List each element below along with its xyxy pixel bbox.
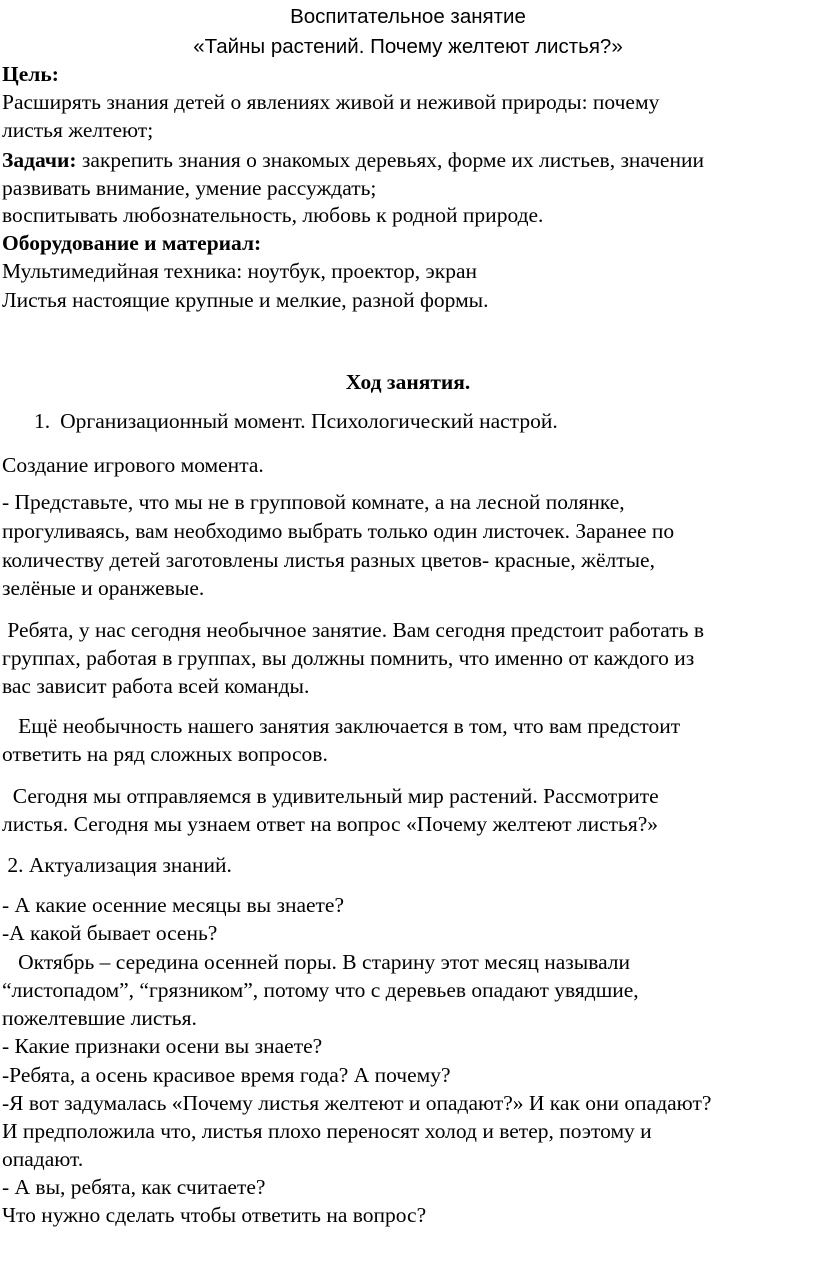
tasks-line	[2, 146, 704, 174]
equipment-text-line: Мультимедийная техника: ноутбук, проектор, экран	[2, 259, 478, 283]
paragraph-line: Сегодня мы отправляемся в удивительный мир растений. Рассмотрите	[2, 784, 659, 808]
paragraph-line: - А вы, ребята, как считаете?	[2, 1175, 266, 1199]
section-heading: 2. Актуализация знаний.	[2, 853, 232, 877]
paragraph-line: Что нужно сделать чтобы ответить на вопрос?	[2, 1203, 427, 1227]
paragraph-line: вас зависит работа всей команды.	[2, 674, 310, 698]
list-item-text: Организационный момент. Психологический настрой.	[60, 409, 558, 433]
course-heading: Ход занятия.	[345, 370, 471, 394]
document-title: Воспитательное занятие	[290, 5, 526, 28]
paragraph-line: - Представьте, что мы не в групповой комнате, а на лесной полянке,	[2, 490, 625, 514]
paragraph-line: -А какой бывает осень?	[2, 921, 218, 945]
paragraph-line: опадают.	[2, 1147, 84, 1171]
paragraph-line: -Ребята, а осень красивое время года? А почему?	[2, 1063, 451, 1087]
paragraph-line: И предположила что, листья плохо переносят холод и ветер, поэтому и	[2, 1119, 652, 1143]
paragraph-line: “листопадом”, “грязником”, потому что с деревьев опадают увядшие,	[2, 978, 639, 1002]
equipment-label: Оборудование и материал:	[2, 231, 262, 255]
course-list-item-1	[34, 407, 558, 435]
paragraph-line: прогуливаясь, вам необходимо выбрать только один листочек. Заранее по	[2, 519, 675, 543]
paragraph-line: Октябрь – середина осенней поры. В старину этот месяц называли	[2, 950, 631, 974]
paragraph-line: количеству детей заготовлены листья разных цветов- красные, жёлтые,	[2, 548, 655, 572]
document-subtitle: «Тайны растений. Почему желтеют листья?»	[193, 35, 623, 58]
goal-text-line: Расширять знания детей о явлениях живой и неживой природы: почему	[2, 90, 660, 114]
paragraph-line: -Я вот задумалась «Почему листья желтеют и опадают?» И как они опадают?	[2, 1091, 712, 1115]
goal-text-line: листья желтеют;	[2, 118, 154, 142]
paragraph-line: зелёные и оранжевые.	[2, 576, 205, 600]
paragraph-line: листья. Сегодня мы узнаем ответ на вопрос «Почему желтеют листья?»	[2, 812, 659, 836]
equipment-text-line: Листья настоящие крупные и мелкие, разной формы.	[2, 288, 489, 312]
paragraph-line: группах, работая в группах, вы должны помнить, что именно от каждого из	[2, 646, 695, 670]
list-number: 1.	[34, 409, 51, 433]
paragraph-line: - А какие осенние месяцы вы знаете?	[2, 893, 345, 917]
paragraph-line: пожелтевшие листья.	[2, 1006, 197, 1030]
paragraph-line: Ребята, у нас сегодня необычное занятие. Вам сегодня предстоит работать в	[2, 618, 704, 642]
tasks-text: закрепить знания о знакомых деревьях, форме их листьев, значении	[76, 148, 704, 172]
goal-label: Цель:	[2, 62, 59, 86]
paragraph-line: ответить на ряд сложных вопросов.	[2, 742, 328, 766]
tasks-text-line: развивать внимание, умение рассуждать;	[2, 176, 377, 200]
tasks-label: Задачи:	[2, 148, 77, 172]
paragraph-line: Ещё необычность нашего занятия заключается в том, что вам предстоит	[2, 714, 681, 738]
paragraph: Создание игрового момента.	[2, 453, 264, 477]
tasks-text-line: воспитывать любознательность, любовь к родной природе.	[2, 203, 544, 227]
paragraph-line: - Какие признаки осени вы знаете?	[2, 1034, 323, 1058]
